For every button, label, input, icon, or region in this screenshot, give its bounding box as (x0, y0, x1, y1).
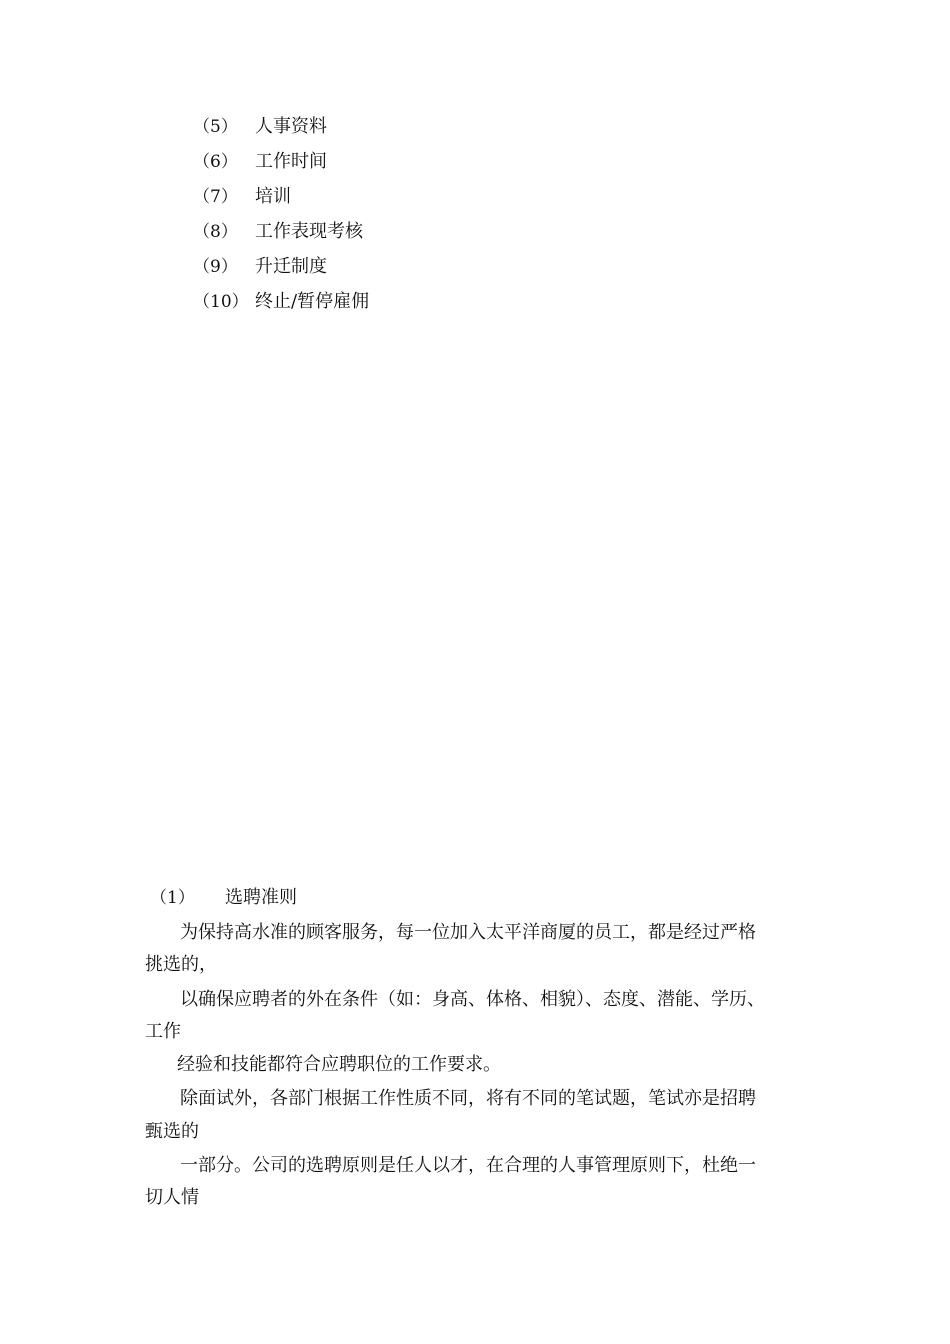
numbered-list (193, 114, 613, 324)
list-item-label: 升迁制度 (255, 256, 327, 277)
list-item (193, 254, 613, 289)
list-item-number: （6） (193, 152, 238, 172)
list-item-number: （9） (193, 257, 238, 277)
paragraph-line: 为保持高水准的顾客服务，每一位加入太平洋商厦的员工，都是经过严格 (180, 922, 756, 943)
list-item-number: （5） (193, 117, 238, 137)
paragraph-line: 以确保应聘者的外在条件（如：身高、体格、相貌）、态度、潜能、学历、 (180, 989, 765, 1010)
paragraph-line: 挑选的， (145, 954, 217, 975)
list-item-label: 终止/暂停雇佣 (255, 291, 370, 312)
list-item (193, 219, 613, 254)
paragraph-line: 除面试外，各部门根据工作性质不同，将有不同的笔试题，笔试亦是招聘 (180, 1088, 756, 1109)
paragraph-line: 经验和技能都符合应聘职位的工作要求。 (177, 1054, 501, 1075)
list-item (193, 184, 613, 219)
paragraph-line: 切人情 (145, 1187, 199, 1208)
paragraph-line: 一部分。公司的选聘原则是任人以才，在合理的人事管理原则下，杜绝一 (180, 1155, 756, 1176)
list-item-label: 工作表现考核 (255, 221, 363, 242)
list-item-number: （7） (193, 187, 238, 207)
list-item-number: （10） (193, 292, 249, 312)
paragraph-line: 工作 (145, 1021, 181, 1042)
paragraph-line: 甄选的 (145, 1121, 199, 1142)
list-item (193, 149, 613, 184)
list-item (193, 114, 613, 149)
list-item-label: 培训 (255, 186, 291, 207)
list-item-label: 工作时间 (255, 151, 327, 172)
list-item-number: （8） (193, 222, 238, 242)
list-item-label: 人事资料 (255, 116, 327, 137)
list-item (193, 289, 613, 324)
section-number: （1） (150, 888, 195, 908)
section-heading (150, 885, 297, 911)
section-title: 选聘准则 (225, 887, 297, 908)
